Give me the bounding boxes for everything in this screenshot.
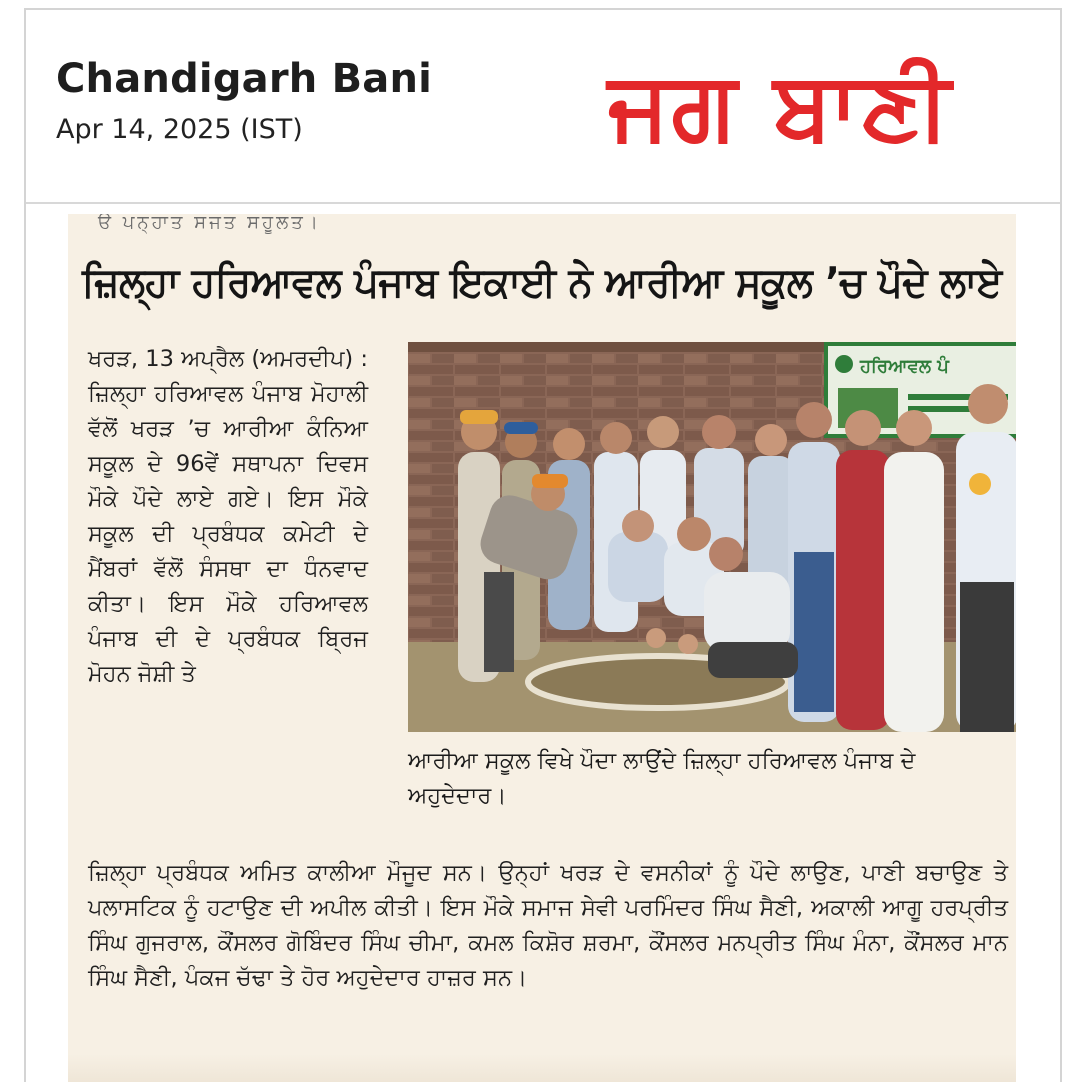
photo-caption: ਆਰੀਆ ਸਕੂਲ ਵਿਖੇ ਪੌਦਾ ਲਾਉਂਦੇ ਜ਼ਿਲ੍ਹਾ ਹਰਿਆਵਲ ਪੰਜਾਬ ਦੇ ਅਹੁਦੇਦਾਰ। — [408, 748, 916, 809]
photo-illustration — [408, 342, 1016, 732]
cut-off-line-fragment: ੳ ਪਨ੍ਹਾਤ ਸਜਤ ਸਹੂਲਤ। — [98, 214, 321, 233]
article-headline: ਜ਼ਿਲ੍ਹਾ ਹਰਿਆਵਲ ਪੰਜਾਬ ਇਕਾਈ ਨੇ ਆਰੀਆ ਸਕੂਲ ’ਚ ਪੌਦੇ ਲਾਏ — [82, 258, 1002, 306]
source-name: Chandigarh Bani — [56, 56, 433, 102]
clipping-header — [26, 10, 1060, 204]
photo-banner-text: ਹਰਿਆਵਲ ਪੰ — [860, 356, 949, 377]
newspaper-clipping — [68, 214, 1016, 1082]
clipping-card — [24, 8, 1062, 1082]
article-column-text: ਖਰੜ, 13 ਅਪ੍ਰੈਲ (ਅਮਰਦੀਪ) : ਜ਼ਿਲ੍ਹਾ ਹਰਿਆਵਲ ਪੰਜਾਬ ਮੋਹਾਲੀ ਵੱਲੋਂ ਖਰੜ ’ਚ ਆਰੀਆ ਕੰਨਿਆ ਸਕੂਲ ਦੇ 96ਵੇਂ ਸਥਾਪਨਾ ਦਿਵਸ ਮੌਕੇ ਪੌਦੇ ਲਾਏ ਗਏ। ਇਸ ਮੌਕੇ ਸਕੂਲ ਦੀ ਪ੍ਰਬੰਧਕ ਕਮੇਟੀ ਦੇ ਮੈਂਬਰਾਂ ਵੱਲੋਂ ਸੰਸਥਾ ਦਾ ਧੰਨਵਾਦ ਕੀਤਾ। ਇਸ ਮੌਕੇ ਹਰਿਆਵਲ ਪੰਜਾਬ ਦੀ ਦੇ ਪ੍ਰਬੰਧਕ ਬ੍ਰਿਜ ਮੋਹਨ ਜੋਸ਼ੀ ਤੇ — [88, 346, 368, 687]
newspaper-logo: ਜਗ ਬਾਣੀ — [608, 52, 953, 161]
publish-date: Apr 14, 2025 (IST) — [56, 114, 303, 145]
clipping-bottom-edge — [68, 1054, 1016, 1082]
article-body-text: ਜ਼ਿਲ੍ਹਾ ਪ੍ਰਬੰਧਕ ਅਮਿਤ ਕਾਲੀਆ ਮੌਜੂਦ ਸਨ। ਉਨ੍ਹਾਂ ਖਰੜ ਦੇ ਵਸਨੀਕਾਂ ਨੂੰ ਪੌਦੇ ਲਾਉਣ, ਪਾਣੀ ਬਚਾਉਣ ਤੇ ਪਲਾਸਟਿਕ ਨੂੰ ਹਟਾਉਣ ਦੀ ਅਪੀਲ ਕੀਤੀ। ਇਸ ਮੌਕੇ ਸਮਾਜ ਸੇਵੀ ਪਰਮਿੰਦਰ ਸਿੰਘ ਸੈਣੀ, ਅਕਾਲੀ ਆਗੂ ਹਰਪ੍ਰੀਤ ਸਿੰਘ ਗੁਜਰਾਲ, ਕੌਂਸਲਰ ਗੋਬਿੰਦਰ ਸਿੰਘ ਚੀਮਾ, ਕਮਲ ਕਿਸ਼ੋਰ ਸ਼ਰਮਾ, ਕੌਂਸਲਰ ਮਨਪ੍ਰੀਤ ਸਿੰਘ ਮੰਨਾ, ਕੌਂਸਲਰ ਮਾਨ ਸਿੰਘ ਸੈਣੀ, ਪੰਕਜ ਚੱਢਾ ਤੇ ਹੋਰ ਅਹੁਦੇਦਾਰ ਹਾਜ਼ਰ ਸਨ। — [88, 860, 1008, 991]
article-photo — [408, 342, 1016, 732]
